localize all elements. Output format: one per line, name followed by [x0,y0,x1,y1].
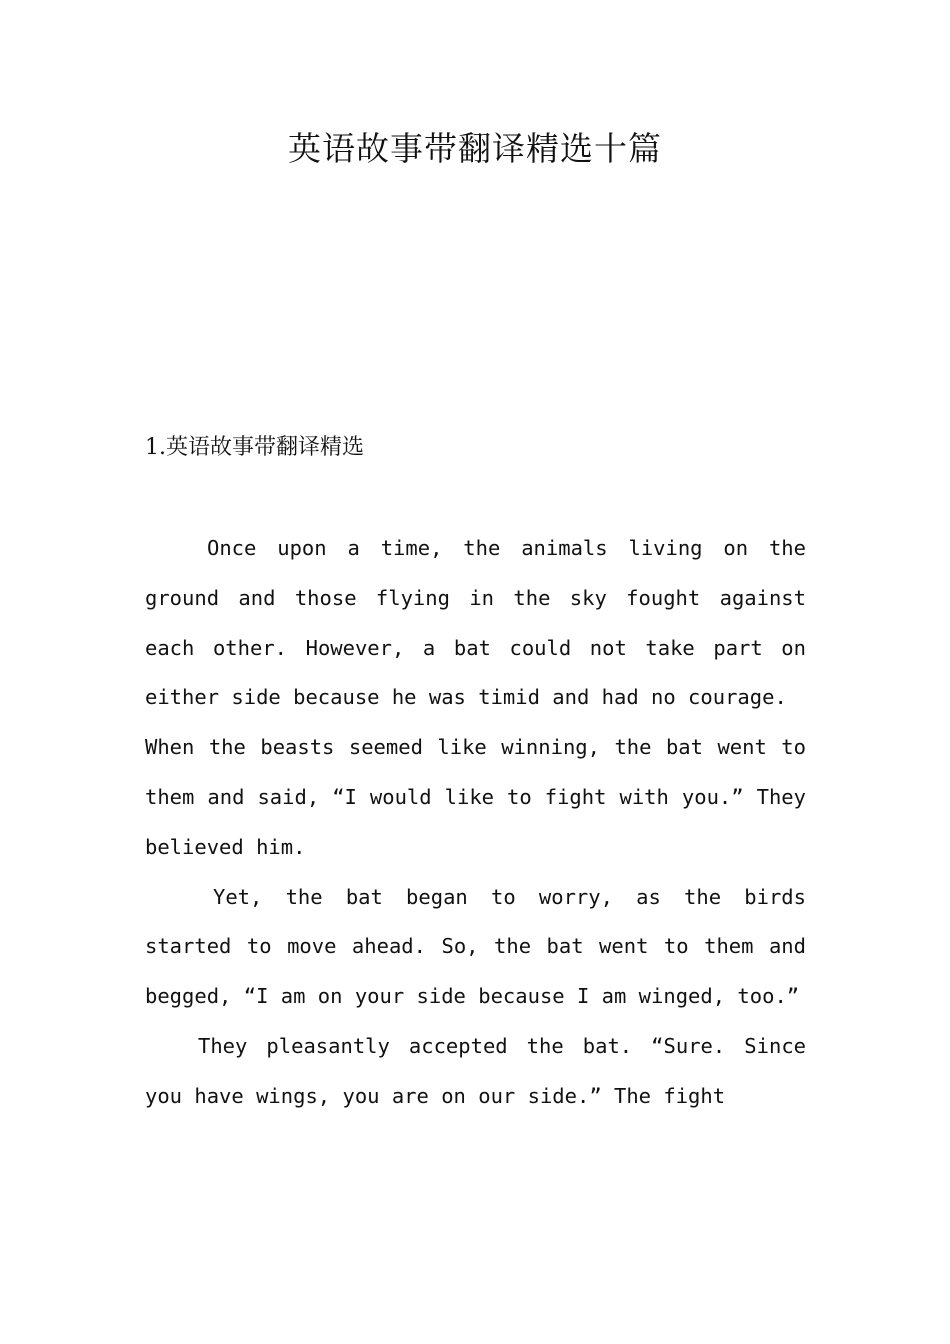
section-heading: 1.英语故事带翻译精选 [145,435,364,460]
document-title: 英语故事带翻译精选十篇 [288,129,662,168]
paragraph-3: Yet, the bat began to worry, as the birds started to move ahead. So, the bat went to them and begged, “I am on your side because I am winged, too.” [145,884,806,1009]
paragraph-2: When the beasts seemed like winning, the bat went to them and said, “I would like to fight with you.” They believed him. [145,735,806,859]
paragraph-4: They pleasantly accepted the bat. “Sure. Since you have wings, you are on our side.” The fight [145,1033,806,1108]
paragraph-1: Once upon a time, the animals living on the ground and those flying in the sky fought against each other. However, a bat could not take part on either side because he was timid and had no courage. [145,536,806,710]
story-body [145,524,806,1122]
